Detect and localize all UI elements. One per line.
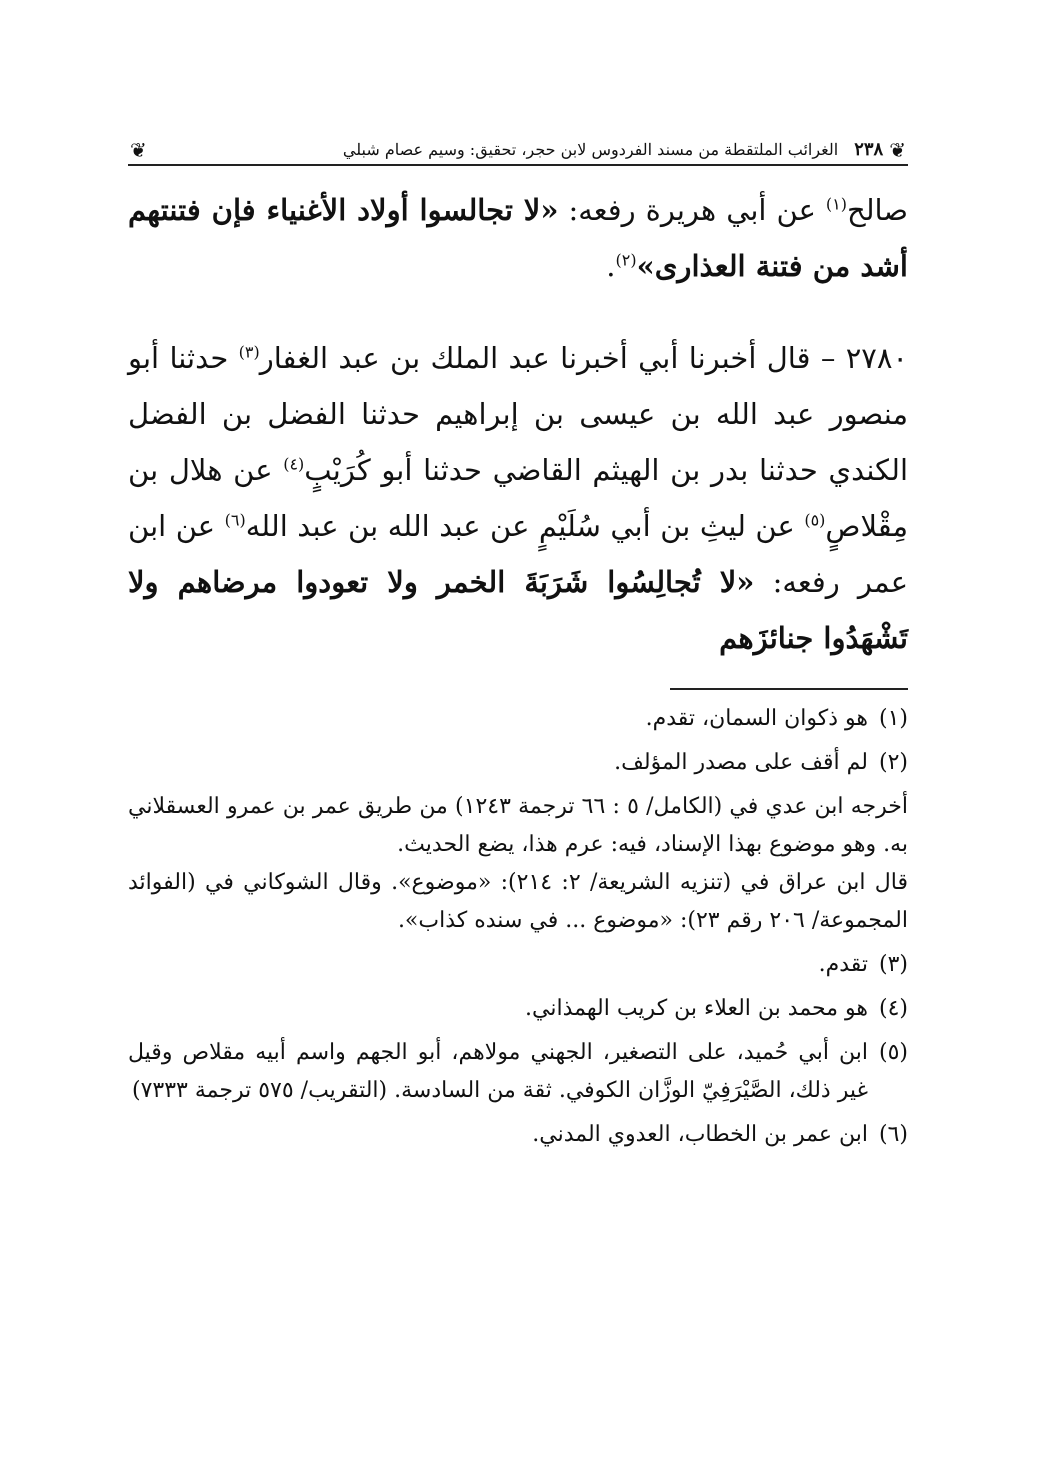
footnote-ref[interactable]: (٤) [283,454,305,474]
footnote-number: (٥) [878,1040,908,1065]
main-text [128,182,908,666]
footnote-continuation [128,788,908,940]
ornament-icon: ❦ [889,138,906,162]
running-title: الغرائب الملتقطة من مسند الفردوس لابن حجر، تحقيق: وسيم عصام شبلي [342,140,839,159]
footnote-number: (١) [878,706,908,731]
footnote-text: أخرجه ابن عدي في (الكامل/ ٥ : ٦٦ ترجمة ١٢٤٣) من طريق عمر بن عمرو العسقلاني به. وهو موضوع بهذا الإسناد، فيه: عرم هذا، يضع الحديث. [128,794,908,857]
hadith-text: «لا تُجالِسُوا شَرَبَةَ الخمر ولا تعودوا مرضاهم ولا تَشْهَدُوا جنائزَهم [128,565,908,655]
footnote-text: هو محمد بن العلاء بن كريب الهمذاني. [525,996,868,1021]
footnote-item [128,744,908,782]
hadith-text: «لا تجالسوا أولاد الأغنياء فإن فتنتهم أشد من فتنة العذارى» [128,193,908,283]
footnote-number: (٦) [878,1122,908,1147]
footnote-item [128,700,908,738]
footnote-ref[interactable]: (٥) [804,510,826,530]
footnote-item [128,1116,908,1154]
footnote-text: ابن عمر بن الخطاب، العدوي المدني. [532,1122,868,1147]
paragraph: ٢٧٨٠ – قال أخبرنا أبي أخبرنا عبد الملك بن عبد الغفار$^{(٣)}$ حدثنا أبو منصور عبد الله بن عيسى بن إبراهيم حدثنا الفضل بن الفضل الكندي حدثنا بدر بن الهيثم القاضي حدثنا أبو كُرَيْبٍ$^{(٤)}$ عن هلال بن مِقْلاصٍ$^{(٥)}$ عن ليثِ بن أبي سُلَيْمٍ عن عبد الله بن عبد الله$^{(٦)}$ عن ابن عمر رفعه: «لا تُجالِسُوا شَرَبَةَ الخمر ولا تعودوا مرضاهم ولا تَشْهَدُوا جنائزَهم [128,341,909,655]
footnote-text: لم أقف على مصدر المؤلف. [614,750,868,775]
paragraph: صالح$^{(١)}$ عن أبي هريرة رفعه: «لا تجالسوا أولاد الأغنياء فإن فتنتهم أشد من فتنة العذارى»$^{(٢)}$. [128,193,908,283]
footnote-ref[interactable]: (٦) [224,510,246,530]
footnote-text: ابن أبي حُميد، على التصغير، الجهني مولاهم، أبو الجهم واسم أبيه مقلاص وقيل غير ذلك، الصَّيْرَفِيّ الوزَّان الكوفي. ثقة من السادسة. (التقريب/ ٥٧٥ ترجمة ٧٣٣٣) [128,1040,868,1103]
running-header [128,128,908,166]
page-number: ٢٣٨ [854,139,884,160]
footnote-ref[interactable]: (٣) [238,342,260,362]
footnote-item [128,946,908,984]
ornament-icon: ❦ [130,138,147,162]
footnote-text: قال ابن عراق في (تنزيه الشريعة/ ٢: ٢١٤): «موضوع». وقال الشوكاني في (الفوائد المجموعة/ ٢٠٦ رقم ٢٣): «موضوع ... في سنده كذاب». [128,870,908,933]
footnote-ref[interactable]: (١) [825,194,847,214]
footnote-number: (٣) [878,952,908,977]
footnote-number: (٤) [878,996,908,1021]
footnote-number: (٢) [878,750,908,775]
footnote-item [128,990,908,1028]
footnote-text: هو ذكوان السمان، تقدم. [645,706,868,731]
footnote-ref[interactable]: (٢) [615,250,637,270]
footnote-text: تقدم. [818,952,868,977]
footnote-item [128,1034,908,1110]
footnotes [128,700,908,1160]
